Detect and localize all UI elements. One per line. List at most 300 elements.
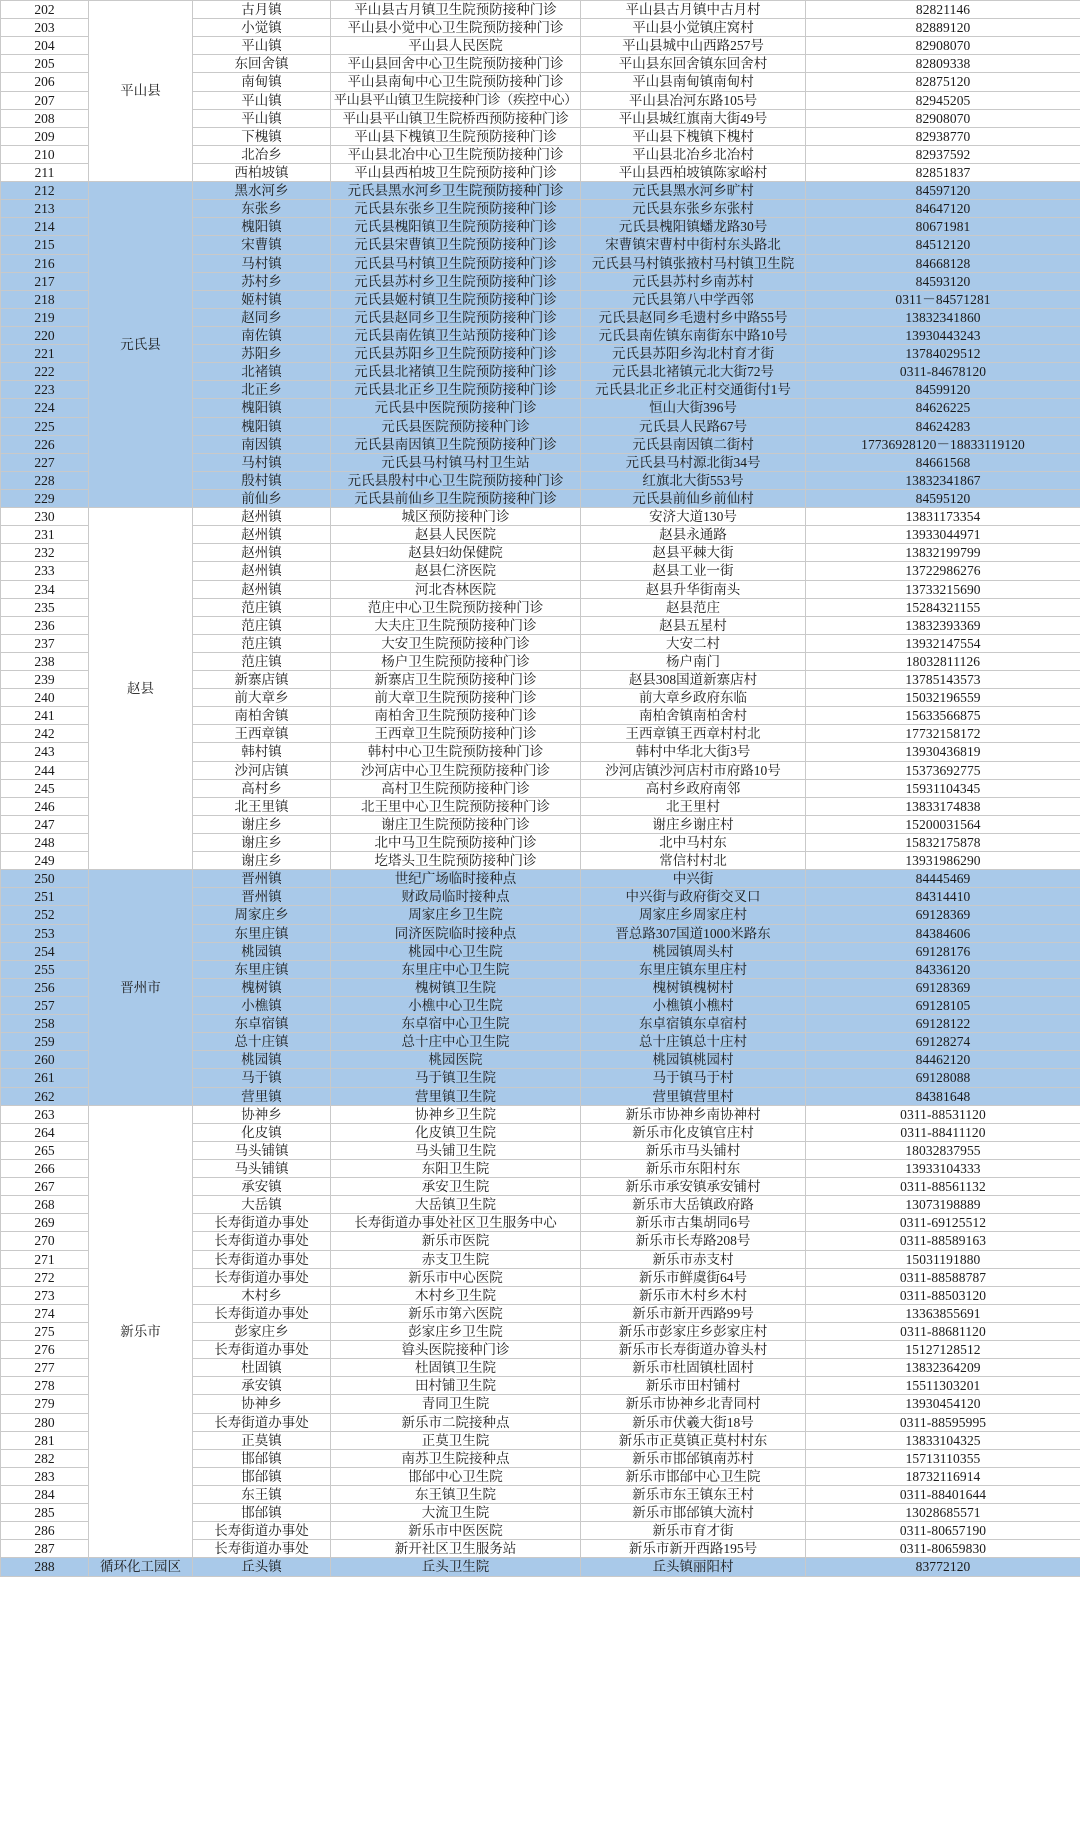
clinic-name: 元氏县姬村镇卫生院预防接种门诊	[331, 290, 581, 308]
clinic-name: 元氏县马村镇马村卫生站	[331, 453, 581, 471]
clinic-name: 赵县人民医院	[331, 526, 581, 544]
clinic-address: 新乐市东王镇东王村	[581, 1485, 806, 1503]
township-name: 东张乡	[193, 200, 331, 218]
clinic-phone: 0311-84678120	[806, 363, 1080, 381]
row-index: 258	[1, 1015, 89, 1033]
clinic-phone: 84336120	[806, 960, 1080, 978]
clinic-address: 平山县西柏坡镇陈家峪村	[581, 163, 806, 181]
clinic-address: 新乐市东阳村东	[581, 1160, 806, 1178]
clinic-phone: 15713110355	[806, 1449, 1080, 1467]
clinic-address: 新乐市田村铺村	[581, 1377, 806, 1395]
row-index: 241	[1, 707, 89, 725]
clinic-address: 北中马村东	[581, 834, 806, 852]
row-index: 224	[1, 399, 89, 417]
county-name: 平山县	[89, 1, 193, 182]
row-index: 238	[1, 652, 89, 670]
row-index: 209	[1, 127, 89, 145]
clinic-name: 平山县平山镇卫生院接种门诊（疾控中心）	[331, 91, 581, 109]
clinic-phone: 0311-88531120	[806, 1105, 1080, 1123]
table-body	[1, 1, 1080, 1577]
row-index: 232	[1, 544, 89, 562]
clinic-phone: 15284321155	[806, 598, 1080, 616]
clinic-address: 总十庄镇总十庄村	[581, 1033, 806, 1051]
clinic-phone: 69128369	[806, 906, 1080, 924]
clinic-name: 新乐市第六医院	[331, 1304, 581, 1322]
township-name: 马村镇	[193, 254, 331, 272]
row-index: 262	[1, 1087, 89, 1105]
township-name: 赵州镇	[193, 562, 331, 580]
township-name: 赵州镇	[193, 526, 331, 544]
clinic-name: 桃园中心卫生院	[331, 942, 581, 960]
row-index: 269	[1, 1214, 89, 1232]
row-index: 203	[1, 19, 89, 37]
clinic-phone: 17736928120－18833119120	[806, 435, 1080, 453]
clinic-address: 元氏县赵同乡毛遗村乡中路55号	[581, 308, 806, 326]
clinic-address: 新乐市育才街	[581, 1522, 806, 1540]
clinic-name: 南柏舍卫生院预防接种门诊	[331, 707, 581, 725]
clinic-address: 元氏县黑水河乡旷村	[581, 182, 806, 200]
clinic-name: 元氏县苏阳乡卫生院预防接种门诊	[331, 345, 581, 363]
township-name: 长寿街道办事处	[193, 1341, 331, 1359]
row-index: 240	[1, 689, 89, 707]
row-index: 204	[1, 37, 89, 55]
clinic-address: 新乐市长寿街道办㽏头村	[581, 1341, 806, 1359]
clinic-address: 赵县范庄	[581, 598, 806, 616]
clinic-phone: 69128122	[806, 1015, 1080, 1033]
township-name: 韩村镇	[193, 743, 331, 761]
clinic-phone: 82938770	[806, 127, 1080, 145]
clinic-name: 马头铺卫生院	[331, 1141, 581, 1159]
clinic-phone: 84597120	[806, 182, 1080, 200]
clinic-name: 谢庄卫生院预防接种门诊	[331, 815, 581, 833]
clinic-address: 元氏县前仙乡前仙村	[581, 489, 806, 507]
township-name: 前仙乡	[193, 489, 331, 507]
township-name: 木村乡	[193, 1286, 331, 1304]
township-name: 赵州镇	[193, 580, 331, 598]
row-index: 249	[1, 852, 89, 870]
clinic-address: 新乐市新开西路195号	[581, 1540, 806, 1558]
row-index: 283	[1, 1467, 89, 1485]
township-name: 邯邰镇	[193, 1449, 331, 1467]
clinic-phone: 13930454120	[806, 1395, 1080, 1413]
clinic-name: 元氏县殷村中心卫生院预防接种门诊	[331, 471, 581, 489]
clinic-phone: 0311-80657190	[806, 1522, 1080, 1540]
row-index: 230	[1, 508, 89, 526]
clinic-address: 元氏县苏村乡南苏村	[581, 272, 806, 290]
clinic-address: 韩村中华北大街3号	[581, 743, 806, 761]
row-index: 280	[1, 1413, 89, 1431]
clinic-phone: 13722986276	[806, 562, 1080, 580]
clinic-phone: 0311-88411120	[806, 1123, 1080, 1141]
clinic-name: 新寨店卫生院预防接种门诊	[331, 671, 581, 689]
township-name: 范庄镇	[193, 598, 331, 616]
clinic-address: 元氏县马村镇张掖村马村镇卫生院	[581, 254, 806, 272]
township-name: 长寿街道办事处	[193, 1232, 331, 1250]
clinic-address: 大安二村	[581, 634, 806, 652]
clinic-phone: 80671981	[806, 218, 1080, 236]
clinic-name: 槐树镇卫生院	[331, 978, 581, 996]
clinic-address: 元氏县南因镇二街村	[581, 435, 806, 453]
row-index: 211	[1, 163, 89, 181]
clinic-address: 新乐市鲜虞街64号	[581, 1268, 806, 1286]
row-index: 276	[1, 1341, 89, 1359]
clinic-address: 小樵镇小樵村	[581, 997, 806, 1015]
row-index: 255	[1, 960, 89, 978]
row-index: 279	[1, 1395, 89, 1413]
clinic-name: 平山县下槐镇卫生院预防接种门诊	[331, 127, 581, 145]
clinic-name: 元氏县前仙乡卫生院预防接种门诊	[331, 489, 581, 507]
row-index: 265	[1, 1141, 89, 1159]
table-row	[1, 1105, 1080, 1123]
township-name: 长寿街道办事处	[193, 1540, 331, 1558]
clinic-name: 东里庄中心卫生院	[331, 960, 581, 978]
row-index: 263	[1, 1105, 89, 1123]
township-name: 槐树镇	[193, 978, 331, 996]
clinic-phone: 15373692775	[806, 761, 1080, 779]
clinic-address: 桃园镇桃园村	[581, 1051, 806, 1069]
row-index: 223	[1, 381, 89, 399]
township-name: 范庄镇	[193, 634, 331, 652]
clinic-phone: 84462120	[806, 1051, 1080, 1069]
clinic-address: 晋总路307国道1000米路东	[581, 924, 806, 942]
row-index: 259	[1, 1033, 89, 1051]
clinic-phone: 69128369	[806, 978, 1080, 996]
township-name: 下槐镇	[193, 127, 331, 145]
clinic-name: 大流卫生院	[331, 1504, 581, 1522]
township-name: 承安镇	[193, 1377, 331, 1395]
township-name: 前大章乡	[193, 689, 331, 707]
row-index: 243	[1, 743, 89, 761]
row-index: 217	[1, 272, 89, 290]
clinic-phone: 0311－84571281	[806, 290, 1080, 308]
township-name: 长寿街道办事处	[193, 1268, 331, 1286]
clinic-address: 平山县古月镇中古月村	[581, 1, 806, 19]
township-name: 协神乡	[193, 1395, 331, 1413]
row-index: 281	[1, 1431, 89, 1449]
township-name: 槐阳镇	[193, 417, 331, 435]
clinic-address: 元氏县人民路67号	[581, 417, 806, 435]
township-name: 大岳镇	[193, 1196, 331, 1214]
clinic-address: 元氏县第八中学西邻	[581, 290, 806, 308]
clinic-name: 北王里中心卫生院预防接种门诊	[331, 797, 581, 815]
township-name: 南佐镇	[193, 326, 331, 344]
row-index: 287	[1, 1540, 89, 1558]
clinic-phone: 0311-88588787	[806, 1268, 1080, 1286]
township-name: 马头铺镇	[193, 1160, 331, 1178]
county-name: 新乐市	[89, 1105, 193, 1558]
township-name: 长寿街道办事处	[193, 1214, 331, 1232]
clinic-phone: 84445469	[806, 870, 1080, 888]
township-name: 黑水河乡	[193, 182, 331, 200]
row-index: 286	[1, 1522, 89, 1540]
township-name: 马村镇	[193, 453, 331, 471]
row-index: 228	[1, 471, 89, 489]
clinic-address: 谢庄乡谢庄村	[581, 815, 806, 833]
clinic-name: 新乐市二院接种点	[331, 1413, 581, 1431]
clinic-address: 新乐市协神乡南协神村	[581, 1105, 806, 1123]
clinic-name: 韩村中心卫生院预防接种门诊	[331, 743, 581, 761]
clinic-phone: 15832175878	[806, 834, 1080, 852]
clinic-address: 平山县南甸镇南甸村	[581, 73, 806, 91]
clinic-name: 前大章卫生院预防接种门诊	[331, 689, 581, 707]
clinic-phone: 0311-88681120	[806, 1322, 1080, 1340]
clinic-phone: 69128088	[806, 1069, 1080, 1087]
clinic-address: 赵县308国道新寨店村	[581, 671, 806, 689]
township-name: 长寿街道办事处	[193, 1250, 331, 1268]
clinic-address: 新乐市伏羲大街18号	[581, 1413, 806, 1431]
clinic-phone: 13833174838	[806, 797, 1080, 815]
clinic-name: 高村卫生院预防接种门诊	[331, 779, 581, 797]
clinic-phone: 13931986290	[806, 852, 1080, 870]
clinic-name: 长寿街道办事处社区卫生服务中心	[331, 1214, 581, 1232]
clinic-name: 元氏县赵同乡卫生院预防接种门诊	[331, 308, 581, 326]
clinic-address: 元氏县北褚镇元北大街72号	[581, 363, 806, 381]
clinic-address: 新乐市古集胡同6号	[581, 1214, 806, 1232]
clinic-address: 新乐市正莫镇正莫村村东	[581, 1431, 806, 1449]
clinic-name: 大岳镇卫生院	[331, 1196, 581, 1214]
row-index: 206	[1, 73, 89, 91]
township-name: 北王里镇	[193, 797, 331, 815]
clinic-phone: 84595120	[806, 489, 1080, 507]
clinic-address: 高村乡政府南邻	[581, 779, 806, 797]
township-name: 赵同乡	[193, 308, 331, 326]
clinic-name: 城区预防接种门诊	[331, 508, 581, 526]
clinic-name: 元氏县马村镇卫生院预防接种门诊	[331, 254, 581, 272]
clinic-name: 总十庄中心卫生院	[331, 1033, 581, 1051]
row-index: 275	[1, 1322, 89, 1340]
township-name: 谢庄乡	[193, 815, 331, 833]
table-row	[1, 1558, 1080, 1576]
clinic-phone: 83772120	[806, 1558, 1080, 1576]
township-name: 承安镇	[193, 1178, 331, 1196]
row-index: 231	[1, 526, 89, 544]
clinic-address: 平山县冶河东路105号	[581, 91, 806, 109]
township-name: 北冶乡	[193, 145, 331, 163]
clinic-name: 元氏县北褚镇卫生院预防接种门诊	[331, 363, 581, 381]
clinic-address: 常信村村北	[581, 852, 806, 870]
clinic-name: 圪塔头卫生院预防接种门诊	[331, 852, 581, 870]
clinic-address: 元氏县南佐镇东南街东中路10号	[581, 326, 806, 344]
row-index: 242	[1, 725, 89, 743]
clinic-address: 新乐市大岳镇政府路	[581, 1196, 806, 1214]
township-name: 苏村乡	[193, 272, 331, 290]
township-name: 长寿街道办事处	[193, 1304, 331, 1322]
township-name: 南柏舍镇	[193, 707, 331, 725]
clinic-phone: 13930436819	[806, 743, 1080, 761]
clinic-phone: 13832341867	[806, 471, 1080, 489]
clinic-name: 小樵中心卫生院	[331, 997, 581, 1015]
clinic-name: 新开社区卫生服务站	[331, 1540, 581, 1558]
township-name: 邯邰镇	[193, 1467, 331, 1485]
clinic-phone: 82875120	[806, 73, 1080, 91]
clinic-name: 大安卫生院预防接种门诊	[331, 634, 581, 652]
clinic-address: 新乐市邯邰镇大流村	[581, 1504, 806, 1522]
row-index: 244	[1, 761, 89, 779]
county-name: 元氏县	[89, 182, 193, 508]
county-name: 赵县	[89, 508, 193, 870]
clinic-phone: 18032837955	[806, 1141, 1080, 1159]
clinic-name: 元氏县苏村乡卫生院预防接种门诊	[331, 272, 581, 290]
township-name: 苏阳乡	[193, 345, 331, 363]
row-index: 271	[1, 1250, 89, 1268]
township-name: 马于镇	[193, 1069, 331, 1087]
clinic-phone: 13932147554	[806, 634, 1080, 652]
clinic-phone: 82937592	[806, 145, 1080, 163]
clinic-phone: 0311-80659830	[806, 1540, 1080, 1558]
clinic-phone: 84624283	[806, 417, 1080, 435]
clinic-address: 东卓宿镇东卓宿村	[581, 1015, 806, 1033]
clinic-address: 赵县五星村	[581, 616, 806, 634]
row-index: 207	[1, 91, 89, 109]
clinic-phone: 13785143573	[806, 671, 1080, 689]
clinic-address: 宋曹镇宋曹村中街村东头路北	[581, 236, 806, 254]
clinic-name: 元氏县东张乡卫生院预防接种门诊	[331, 200, 581, 218]
row-index: 268	[1, 1196, 89, 1214]
row-index: 277	[1, 1359, 89, 1377]
clinic-phone: 13832199799	[806, 544, 1080, 562]
clinic-phone: 13028685571	[806, 1504, 1080, 1522]
township-name: 平山镇	[193, 109, 331, 127]
clinic-phone: 0311-88589163	[806, 1232, 1080, 1250]
clinic-phone: 15633566875	[806, 707, 1080, 725]
clinic-phone: 15200031564	[806, 815, 1080, 833]
clinic-name: 马于镇卫生院	[331, 1069, 581, 1087]
clinic-address: 赵县永通路	[581, 526, 806, 544]
clinic-phone: 13832393369	[806, 616, 1080, 634]
clinic-name: 木村乡卫生院	[331, 1286, 581, 1304]
clinic-name: 范庄中心卫生院预防接种门诊	[331, 598, 581, 616]
clinic-phone: 0311-69125512	[806, 1214, 1080, 1232]
clinic-address: 赵县工业一街	[581, 562, 806, 580]
township-name: 马头铺镇	[193, 1141, 331, 1159]
clinic-address: 平山县城红旗南大街49号	[581, 109, 806, 127]
clinic-name: 沙河店中心卫生院预防接种门诊	[331, 761, 581, 779]
clinic-address: 新乐市邯邰镇南苏村	[581, 1449, 806, 1467]
row-index: 253	[1, 924, 89, 942]
row-index: 218	[1, 290, 89, 308]
clinic-name: 元氏县槐阳镇卫生院预防接种门诊	[331, 218, 581, 236]
county-name: 晋州市	[89, 870, 193, 1105]
row-index: 221	[1, 345, 89, 363]
clinic-address: 元氏县苏阳乡沟北村育才街	[581, 345, 806, 363]
clinic-address: 新乐市化皮镇官庄村	[581, 1123, 806, 1141]
clinic-address: 新乐市杜固镇杜固村	[581, 1359, 806, 1377]
row-index: 246	[1, 797, 89, 815]
clinic-address: 元氏县北正乡北正村交通街付1号	[581, 381, 806, 399]
clinic-name: 世纪广场临时接种点	[331, 870, 581, 888]
row-index: 236	[1, 616, 89, 634]
clinic-phone: 0311-88503120	[806, 1286, 1080, 1304]
clinic-name: 东王镇卫生院	[331, 1485, 581, 1503]
clinic-address: 元氏县东张乡东张村	[581, 200, 806, 218]
clinic-name: 杜固镇卫生院	[331, 1359, 581, 1377]
row-index: 213	[1, 200, 89, 218]
clinic-name: 邯邰中心卫生院	[331, 1467, 581, 1485]
row-index: 219	[1, 308, 89, 326]
row-index: 285	[1, 1504, 89, 1522]
clinic-phone: 15511303201	[806, 1377, 1080, 1395]
clinic-name: 化皮镇卫生院	[331, 1123, 581, 1141]
clinic-address: 桃园镇周头村	[581, 942, 806, 960]
row-index: 288	[1, 1558, 89, 1576]
clinic-name: 平山县回舍中心卫生院预防接种门诊	[331, 55, 581, 73]
row-index: 267	[1, 1178, 89, 1196]
clinic-name: 大夫庄卫生院预防接种门诊	[331, 616, 581, 634]
township-name: 东里庄镇	[193, 924, 331, 942]
township-name: 槐阳镇	[193, 218, 331, 236]
township-name: 北褚镇	[193, 363, 331, 381]
row-index: 284	[1, 1485, 89, 1503]
clinic-name: 平山县南甸中心卫生院预防接种门诊	[331, 73, 581, 91]
township-name: 殷村镇	[193, 471, 331, 489]
clinic-phone: 0311-88561132	[806, 1178, 1080, 1196]
clinic-name: 元氏县南佐镇卫生站预防接种门诊	[331, 326, 581, 344]
clinic-address: 南柏舍镇南柏舍村	[581, 707, 806, 725]
township-name: 谢庄乡	[193, 834, 331, 852]
township-name: 总十庄镇	[193, 1033, 331, 1051]
township-name: 营里镇	[193, 1087, 331, 1105]
clinic-phone: 0311-88595995	[806, 1413, 1080, 1431]
clinic-address: 恒山大街396号	[581, 399, 806, 417]
clinic-phone: 13832364209	[806, 1359, 1080, 1377]
township-name: 桃园镇	[193, 942, 331, 960]
row-index: 250	[1, 870, 89, 888]
row-index: 237	[1, 634, 89, 652]
clinic-name: 彭家庄乡卫生院	[331, 1322, 581, 1340]
clinic-address: 新乐市马头铺村	[581, 1141, 806, 1159]
clinic-name: 赵县妇幼保健院	[331, 544, 581, 562]
clinic-address: 赵县平棘大街	[581, 544, 806, 562]
clinic-name: 元氏县中医院预防接种门诊	[331, 399, 581, 417]
clinic-phone: 13073198889	[806, 1196, 1080, 1214]
clinic-address: 平山县下槐镇下槐村	[581, 127, 806, 145]
clinic-name: 元氏县南因镇卫生院预防接种门诊	[331, 435, 581, 453]
clinic-phone: 13784029512	[806, 345, 1080, 363]
clinic-phone: 84626225	[806, 399, 1080, 417]
row-index: 202	[1, 1, 89, 19]
clinic-phone: 15032196559	[806, 689, 1080, 707]
clinic-phone: 82889120	[806, 19, 1080, 37]
township-name: 范庄镇	[193, 652, 331, 670]
clinic-phone: 15031191880	[806, 1250, 1080, 1268]
clinic-name: 北中马卫生院预防接种门诊	[331, 834, 581, 852]
township-name: 协神乡	[193, 1105, 331, 1123]
township-name: 长寿街道办事处	[193, 1522, 331, 1540]
clinic-name: 同济医院临时接种点	[331, 924, 581, 942]
row-index: 212	[1, 182, 89, 200]
clinic-address: 北王里村	[581, 797, 806, 815]
township-name: 南因镇	[193, 435, 331, 453]
township-name: 西柏坡镇	[193, 163, 331, 181]
clinic-name: 营里镇卫生院	[331, 1087, 581, 1105]
clinic-address: 平山县城中山西路257号	[581, 37, 806, 55]
township-name: 高村乡	[193, 779, 331, 797]
township-name: 小觉镇	[193, 19, 331, 37]
clinic-address: 红旗北大街553号	[581, 471, 806, 489]
row-index: 257	[1, 997, 89, 1015]
township-name: 化皮镇	[193, 1123, 331, 1141]
clinic-address: 营里镇营里村	[581, 1087, 806, 1105]
clinic-address: 中兴街	[581, 870, 806, 888]
township-name: 范庄镇	[193, 616, 331, 634]
clinic-name: 赤支卫生院	[331, 1250, 581, 1268]
township-name: 东王镇	[193, 1485, 331, 1503]
clinic-address: 周家庄乡周家庄村	[581, 906, 806, 924]
township-name: 晋州镇	[193, 888, 331, 906]
row-index: 261	[1, 1069, 89, 1087]
clinic-phone: 82821146	[806, 1, 1080, 19]
clinic-address: 杨户南门	[581, 652, 806, 670]
